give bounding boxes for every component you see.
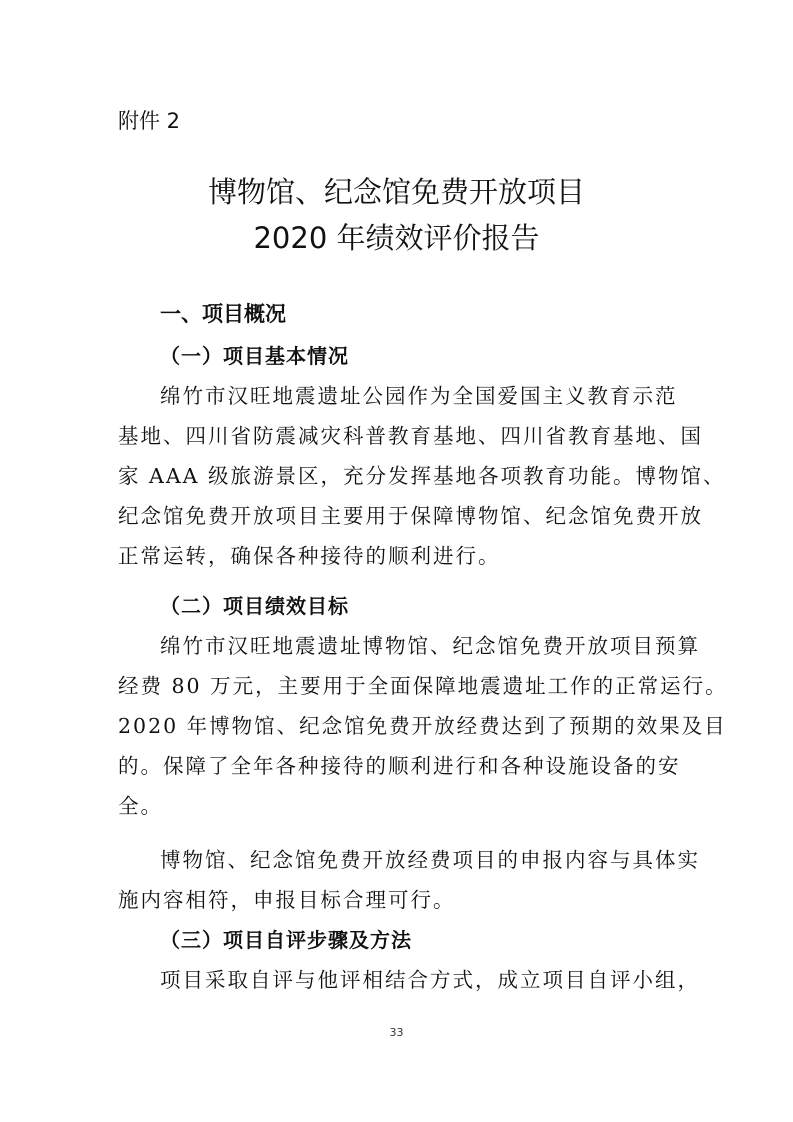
text-line: 正常运转，确保各种接待的顺利进行。 (118, 544, 501, 568)
paragraph-performance-goals (118, 626, 728, 826)
paragraph-declaration (118, 840, 700, 920)
text-line: 经费 80 万元，主要用于全面保障地震遗址工作的正常运行。 (118, 674, 728, 698)
text-line: 绵竹市汉旺地震遗址公园作为全国爱国主义教育示范 (160, 384, 678, 408)
text-line: 家 AAA 级旅游景区，充分发挥基地各项教育功能。博物馆、 (118, 464, 726, 488)
text-line: 纪念馆免费开放项目主要用于保障博物馆、纪念馆免费开放 (118, 504, 703, 528)
text-line: 博物馆、纪念馆免费开放经费项目的申报内容与具体实 (160, 848, 700, 872)
paragraph-self-evaluation (118, 960, 700, 1000)
page-number: 33 (389, 1026, 404, 1039)
paragraph-basic-info (118, 376, 726, 576)
attachment-label: 附件 2 (118, 109, 181, 133)
text-line: 全。 (118, 794, 163, 818)
subsection-heading-basic-info: （一）项目基本情况 (160, 344, 349, 368)
text-line: 施内容相符，申报目标合理可行。 (118, 888, 456, 912)
text-line: 项目采取自评与他评相结合方式，成立项目自评小组， (160, 968, 700, 992)
text-line: 2020 年博物馆、纪念馆免费开放经费达到了预期的效果及目 (118, 714, 727, 738)
text-line: 绵竹市汉旺地震遗址博物馆、纪念馆免费开放项目预算 (160, 634, 700, 658)
section-heading-overview: 一、项目概况 (160, 302, 286, 326)
text-line: 的。保障了全年各种接待的顺利进行和各种设施设备的安 (118, 754, 681, 778)
report-title-line-1: 博物馆、纪念馆免费开放项目 (207, 175, 585, 209)
text-line: 基地、四川省防震减灾科普教育基地、四川省教育基地、国 (118, 424, 703, 448)
subsection-heading-performance-goals: （二）项目绩效目标 (160, 594, 349, 618)
subsection-heading-self-evaluation: （三）项目自评步骤及方法 (160, 928, 412, 952)
report-title-line-2: 2020 年绩效评价报告 (253, 221, 540, 255)
